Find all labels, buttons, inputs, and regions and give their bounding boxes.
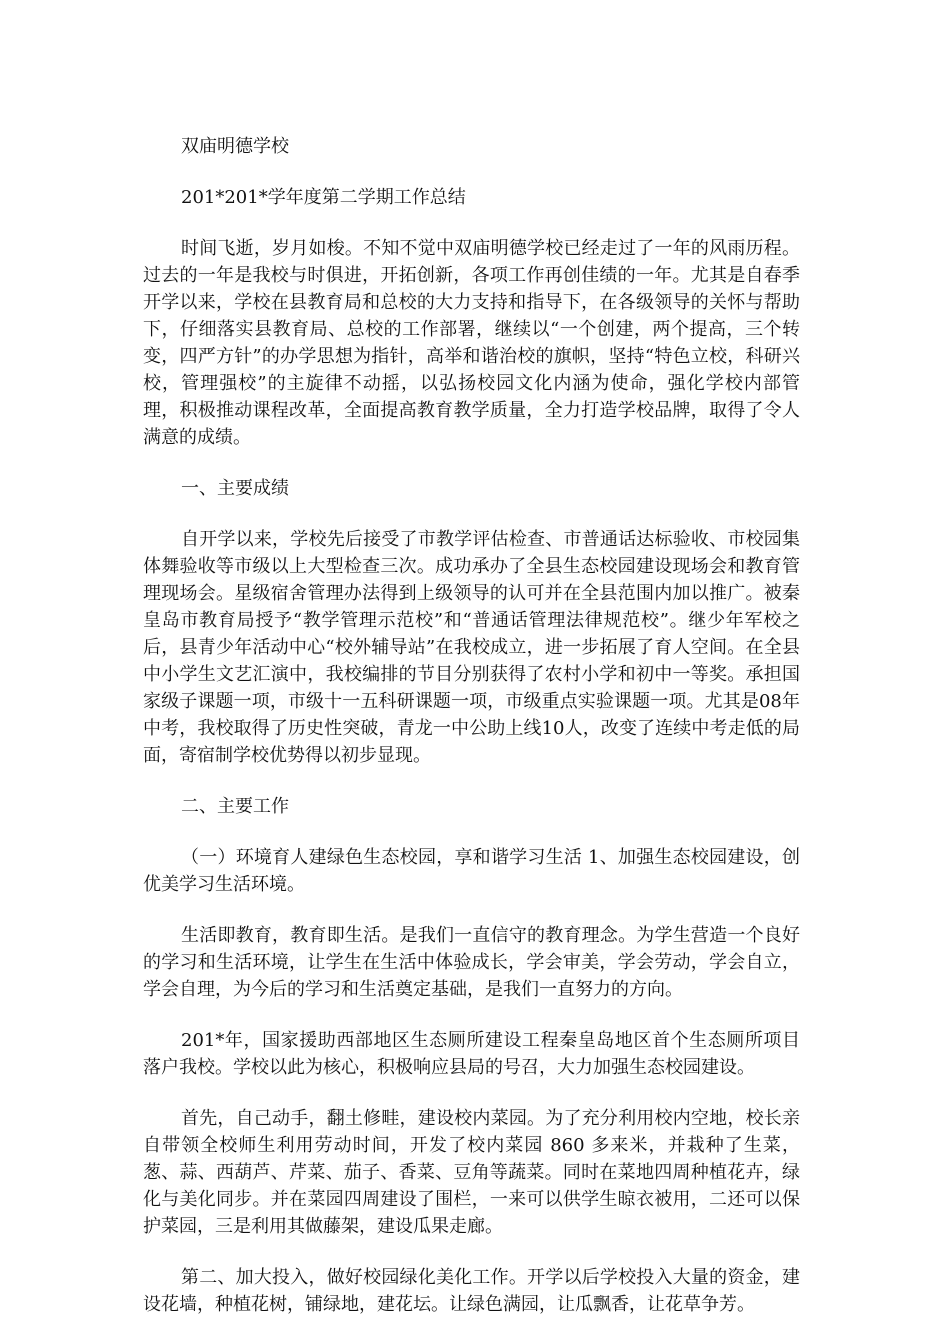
document-title: 201*201*学年度第二学期工作总结	[181, 187, 466, 208]
school-name: 双庙明德学校	[181, 136, 289, 157]
paragraph-vegetable-garden: 首先，自己动手，翻土修畦，建设校内菜园。为了充分利用校内空地，校长亲自带领全校师生利用劳动时间，开发了校内菜园 860 多来米，并栽种了生菜，葱、蒜、西葫芦、芹菜、茄子、香菜、豆角等蔬菜。同时在菜地四周种植花卉，绿化与美化同步。并在菜园四周建设了围栏，一来可以供学生晾衣被用，二还可以保护菜园，三是利用其做藤架，建设瓜果走廊。	[143, 1108, 800, 1237]
section-heading-main-work: 二、主要工作	[181, 796, 289, 817]
paragraph-eco-project: 201*年，国家援助西部地区生态厕所建设工程秦皇岛地区首个生态厕所项目落户我校。学校以此为核心，积极响应县局的号召，大力加强生态校园建设。	[143, 1030, 800, 1078]
paragraph-greening: 第二、加大投入，做好校园绿化美化工作。开学以后学校投入大量的资金，建设花墙，种植花树，铺绿地，建花坛。让绿色满园，让瓜飘香，让花草争芳。	[143, 1267, 800, 1315]
document-body	[143, 133, 800, 1342]
subsection-environment: （一）环境育人建绿色生态校园，享和谐学习生活 1、加强生态校园建设，创优美学习生活环境。	[143, 847, 800, 895]
section-heading-achievements: 一、主要成绩	[181, 478, 289, 499]
achievements-paragraph: 自开学以来，学校先后接受了市教学评估检查、市普通话达标验收、市校园集体舞验收等市级以上大型检查三次。成功承办了全县生态校园建设现场会和教育管理现场会。星级宿舍管理办法得到上级领导的认可并在全县范围内加以推广。被秦皇岛市教育局授予“教学管理示范校”和“普通话管理法律规范校”。继少年军校之后，县青少年活动中心“校外辅导站”在我校成立，进一步拓展了育人空间。在全县中小学生文艺汇演中，我校编排的节目分别获得了农村小学和初中一等奖。承担国家级子课题一项，市级十一五科研课题一项，市级重点实验课题一项。尤其是08年中考，我校取得了历史性突破，青龙一中公助上线10人，改变了连续中考走低的局面，寄宿制学校优势得以初步显现。	[143, 529, 800, 766]
intro-paragraph: 时间飞逝，岁月如梭。不知不觉中双庙明德学校已经走过了一年的风雨历程。过去的一年是我校与时俱进，开拓创新，各项工作再创佳绩的一年。尤其是自春季开学以来，学校在县教育局和总校的大力支持和指导下，在各级领导的关怀与帮助下，仔细落实县教育局、总校的工作部署，继续以“一个创建，两个提高，三个转变，四严方针”的办学思想为指针，高举和谐治校的旗帜，坚持“特色立校，科研兴校，管理强校”的主旋律不动摇，以弘扬校园文化内涵为使命，强化学校内部管理，积极推动课程改革，全面提高教育教学质量，全力打造学校品牌，取得了令人满意的成绩。	[143, 238, 800, 448]
paragraph-life-education: 生活即教育，教育即生活。是我们一直信守的教育理念。为学生营造一个良好的学习和生活环境，让学生在生活中体验成长，学会审美，学会劳动，学会自立，学会自理，为今后的学习和生活奠定基础，是我们一直努力的方向。	[143, 925, 800, 1000]
